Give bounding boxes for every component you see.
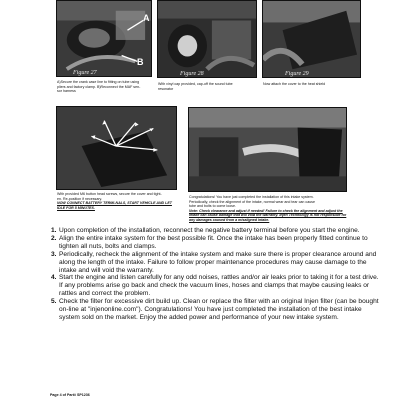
figure-28-photo [157,0,257,78]
step-text: Check the filter for excessive dirt build up. Clean or replace the filter with an original Injen filter (can be bought on-line at "injenonline.com"). Congratulations! You have just completed the installation of the best intake system sold on the market. Enjoy the added power and performance of your new intake system. [59,298,379,321]
step-item [51,274,381,298]
step-number: 4. [51,274,57,282]
figure-27-caption: A)Secure the crank case line to fitting on tube using pliers and factory clamp. B)Reconnect the MAF sen- sor harness [57,80,141,93]
step-number: 1. [51,227,57,234]
figure-28-caption: With vinyl cap provided, cap-off the sound tube resonator [158,82,233,91]
figure-29-caption: Now attach the cover to the heat shield [263,82,326,86]
figure-29-photo [262,0,361,78]
step-number: 5. [51,298,57,306]
figure-30-photo [56,106,177,190]
step-number: 2. [51,234,57,242]
figure-30-caption: With provided M6 button head screws, secure the cover and tight- en. Re-position if necessary. NOW CONNECT BATTERY TERMI-NALS, START VEHICLE AND LET IDLE FOR 5 MINUTES. [57,192,172,210]
step-text: Upon completion of the installation, reconnect the negative battery terminal before you start the engine. [59,227,360,234]
figure-28-label: Figure 28 [180,71,204,77]
callout-b: B [137,57,144,67]
callout-a: A [143,13,150,23]
figure-31-caption: Congratulations! You have just completed the installation of this intake system. Periodically, check the alignment of the intake, normal wear and tear can cause tube and bolts to come loose. Note: Check clearance and adjust if needed! Failure to check the alignment and adjust the intake can cause damage that will void the warranty. Injen Technology is not responsible for any damages caused from a misaligned intake. [189,195,347,222]
figure-27-photo [56,0,152,77]
step-number: 3. [51,250,57,258]
figure-27-label: Figure 27 [73,70,97,76]
figure-29-label: Figure 29 [285,71,309,77]
step-item [51,298,381,322]
step-text: Start the engine and listen carefully for any odd noises, rattles and/or air leaks prior to taking it for a test drive. If any problems arise go back and check the vacuum lines, hoses and clamps that maybe causing leaks or rattles and correct the problem. [59,274,379,298]
figure-31-photo [188,107,347,192]
page-footer: Page 4 of Part# SP1236 [50,393,90,397]
step-item [51,251,381,275]
step-text: Align the entire intake system for the best possible fit. Once the intake has been properly fitted continue to tighten all nuts, bolts and clamps. [59,234,368,250]
instruction-steps [51,227,381,322]
step-text: Periodically, recheck the alignment of the intake system and make sure there is proper clearance around and along the length of the intake. Failure to follow proper maintenance procedures may cause damage to the intake and will void the warranty. [59,250,377,274]
step-item [51,235,381,251]
step-item [51,227,381,235]
